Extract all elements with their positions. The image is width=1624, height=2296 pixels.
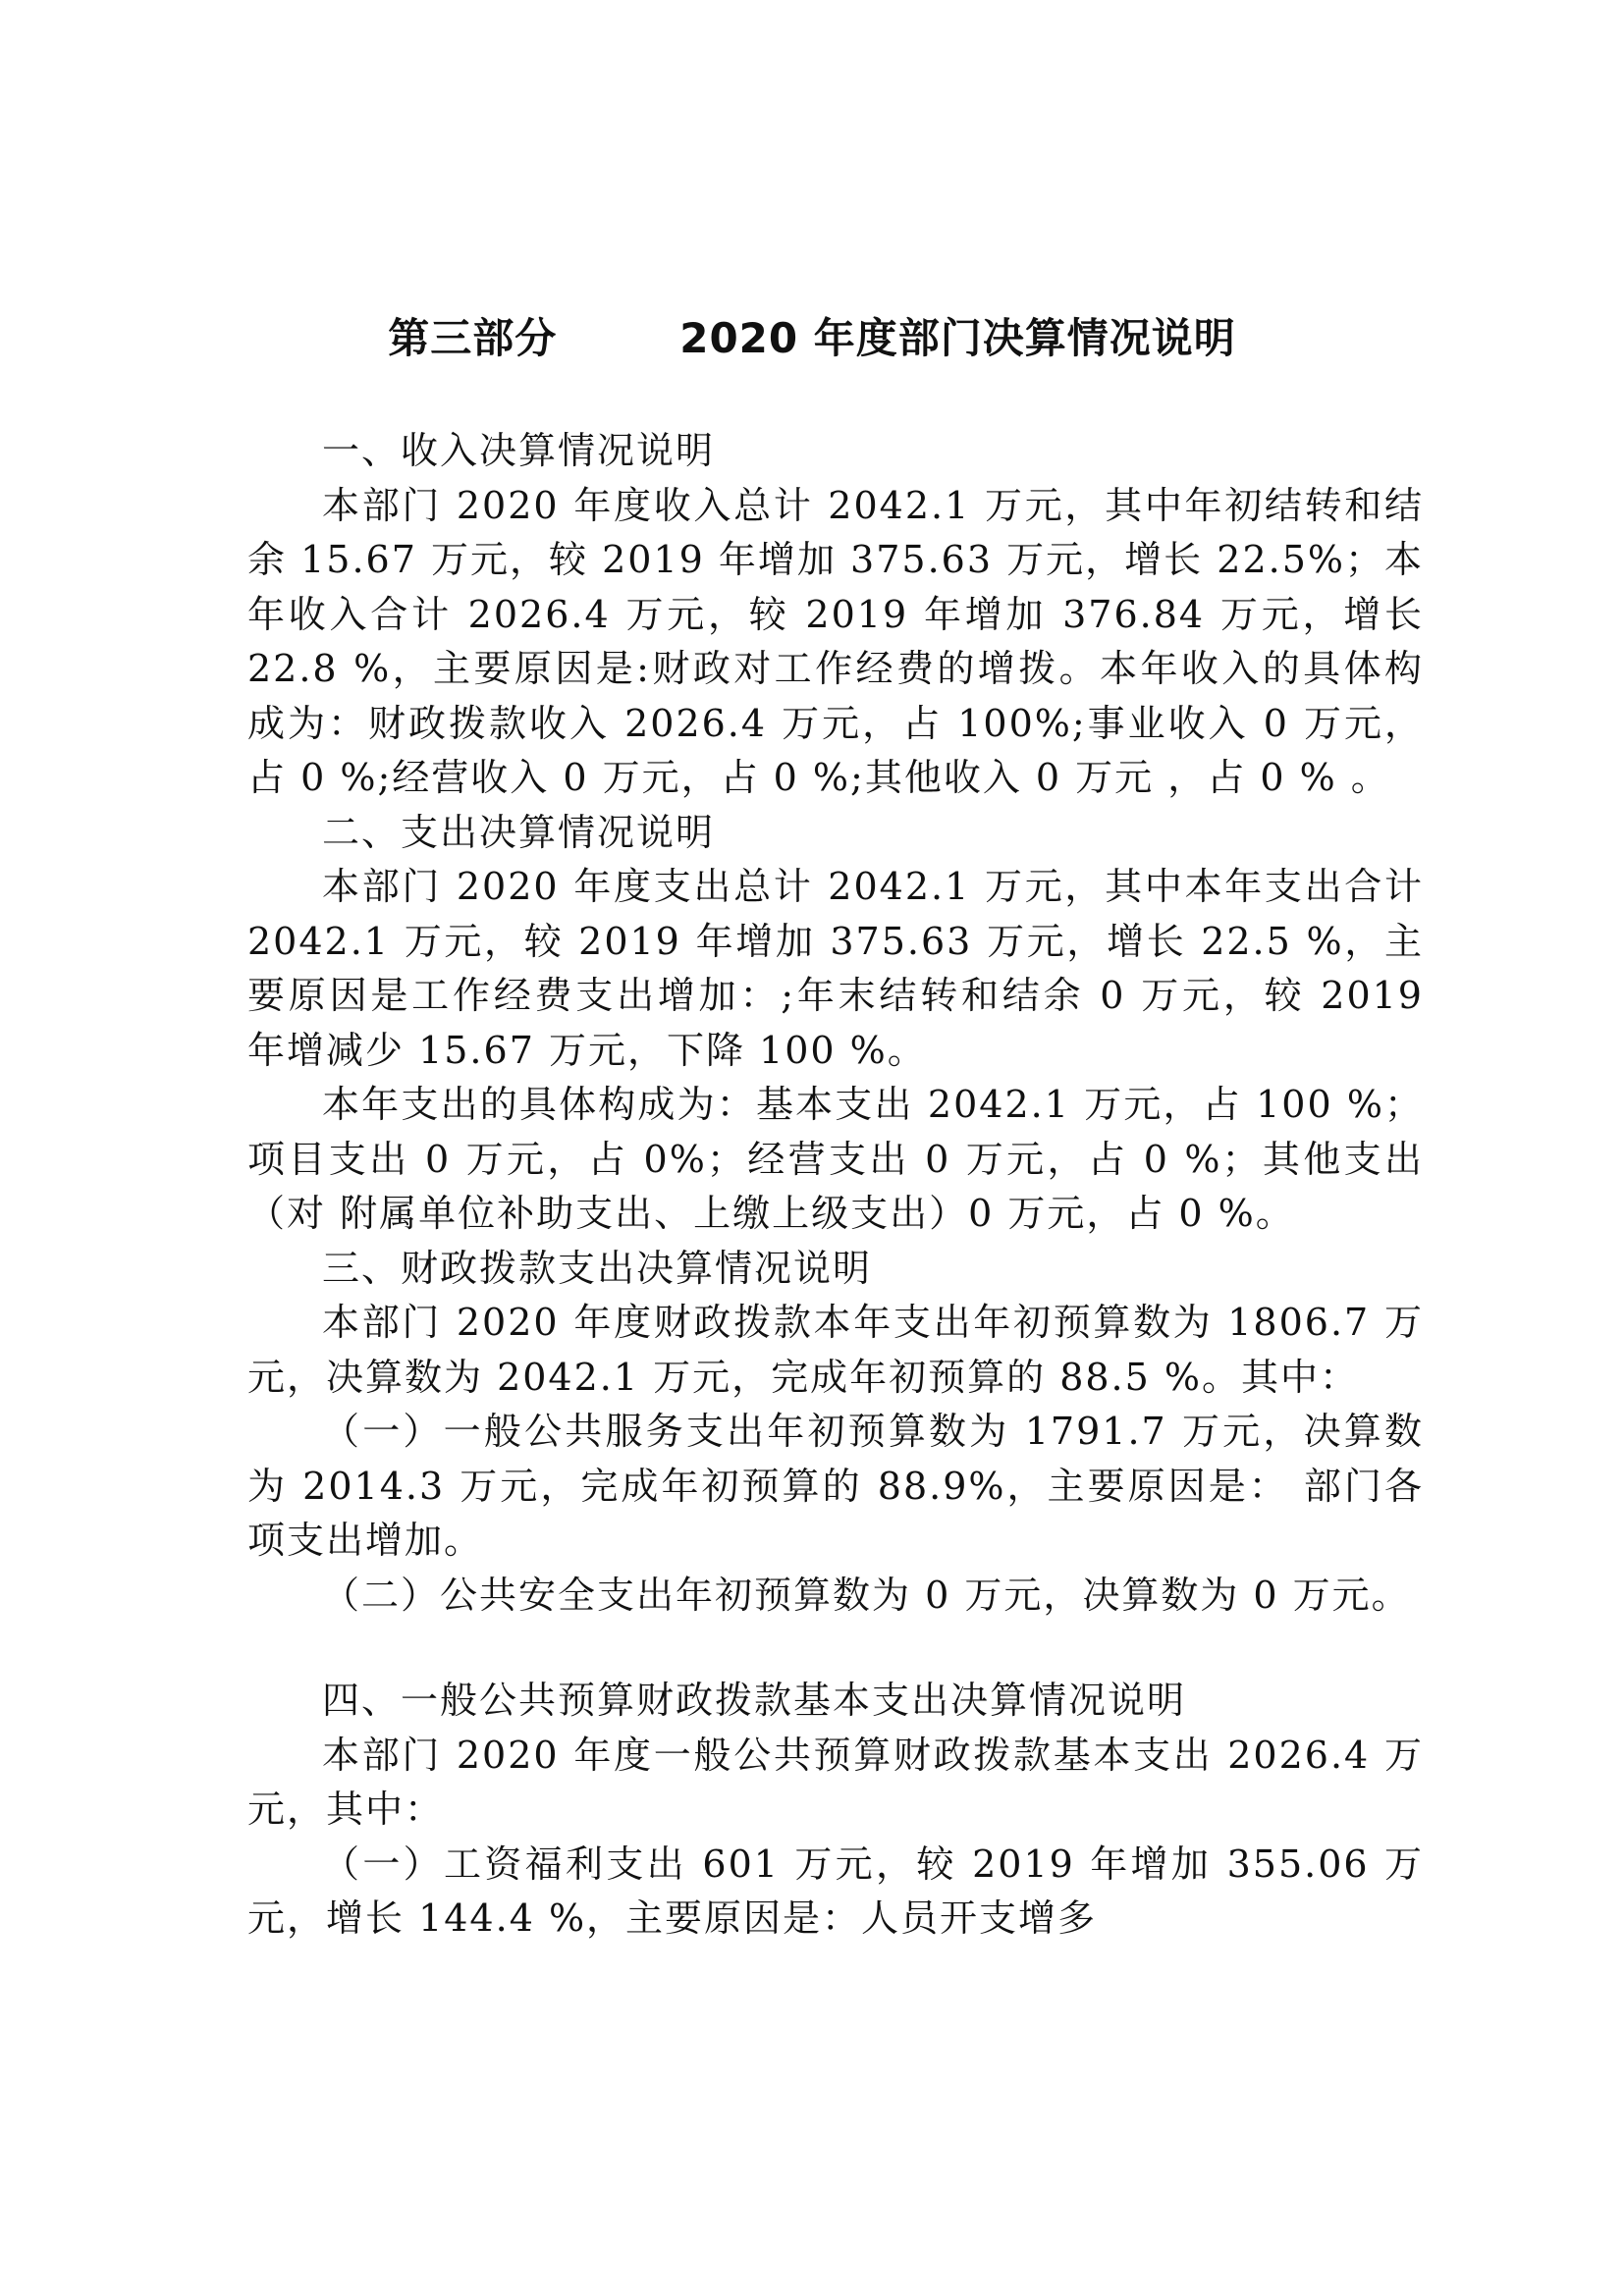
section-spacer bbox=[247, 1623, 1424, 1674]
document-body bbox=[247, 424, 1424, 1947]
paragraph-basic-expenditure-summary: 本部门 2020 年度一般公共预算财政拨款基本支出 2026.4 万元，其中： bbox=[247, 1733, 1424, 1831]
paragraph-general-public-service: （一）一般公共服务支出年初预算数为 1791.7 万元，决算数为 2014.3 万元，完成年初预算的 88.9%，主要原因是： 部门各项支出增加。 bbox=[247, 1410, 1424, 1562]
section-heading-income: 一、收入决算情况说明 bbox=[322, 429, 716, 472]
section-heading-expenditure: 二、支出决算情况说明 bbox=[322, 810, 716, 854]
section-heading-fiscal-appropriation: 三、财政拨款支出决算情况说明 bbox=[322, 1246, 873, 1290]
paragraph-income-summary: 本部门 2020 年度收入总计 2042.1 万元，其中年初结转和结余 15.67 万元，较 2019 年增加 375.63 万元，增长 22.5%；本年收入合计 2026.4 万元，较 2019 年增加 376.84 万元，增长 22.8 %，主要原因是:财政对工作经费的增拨。本年收入的具体构成为：财政拨款收入 2026.4 万元，占 100%;事业收入 0 万元，占 0 %;经营收入 0 万元，占 0 %;其他收入 0 万元 ，占 0 % 。 bbox=[247, 483, 1424, 799]
page-title: 第三部分 2020 年度部门决算情况说明 bbox=[388, 314, 1236, 362]
paragraph-fiscal-summary: 本部门 2020 年度财政拨款本年支出年初预算数为 1806.7 万元，决算数为 2042.1 万元，完成年初预算的 88.5 %。其中： bbox=[247, 1301, 1424, 1399]
paragraph-expenditure-summary: 本部门 2020 年度支出总计 2042.1 万元，其中本年支出合计 2042.1 万元，较 2019 年增加 375.63 万元，增长 22.5 %，主要原因是工作经费支出增加：;年末结转和结余 0 万元，较 2019 年增减少 15.67 万元，下降 100 %。 bbox=[247, 865, 1424, 1072]
paragraph-expenditure-composition: 本年支出的具体构成为：基本支出 2042.1 万元，占 100 %；项目支出 0 万元，占 0%；经营支出 0 万元，占 0 %；其他支出（对 附属单位补助支出、上缴上级支出）0 万元，占 0 %。 bbox=[247, 1083, 1424, 1235]
paragraph-salary-welfare: （一）工资福利支出 601 万元，较 2019 年增加 355.06 万元，增长 144.4 %，主要原因是：人员开支增多 bbox=[247, 1842, 1424, 1940]
section-heading-basic-expenditure: 四、一般公共预算财政拨款基本支出决算情况说明 bbox=[322, 1679, 1187, 1722]
paragraph-public-security: （二）公共安全支出年初预算数为 0 万元，决算数为 0 万元。 bbox=[322, 1573, 1411, 1617]
